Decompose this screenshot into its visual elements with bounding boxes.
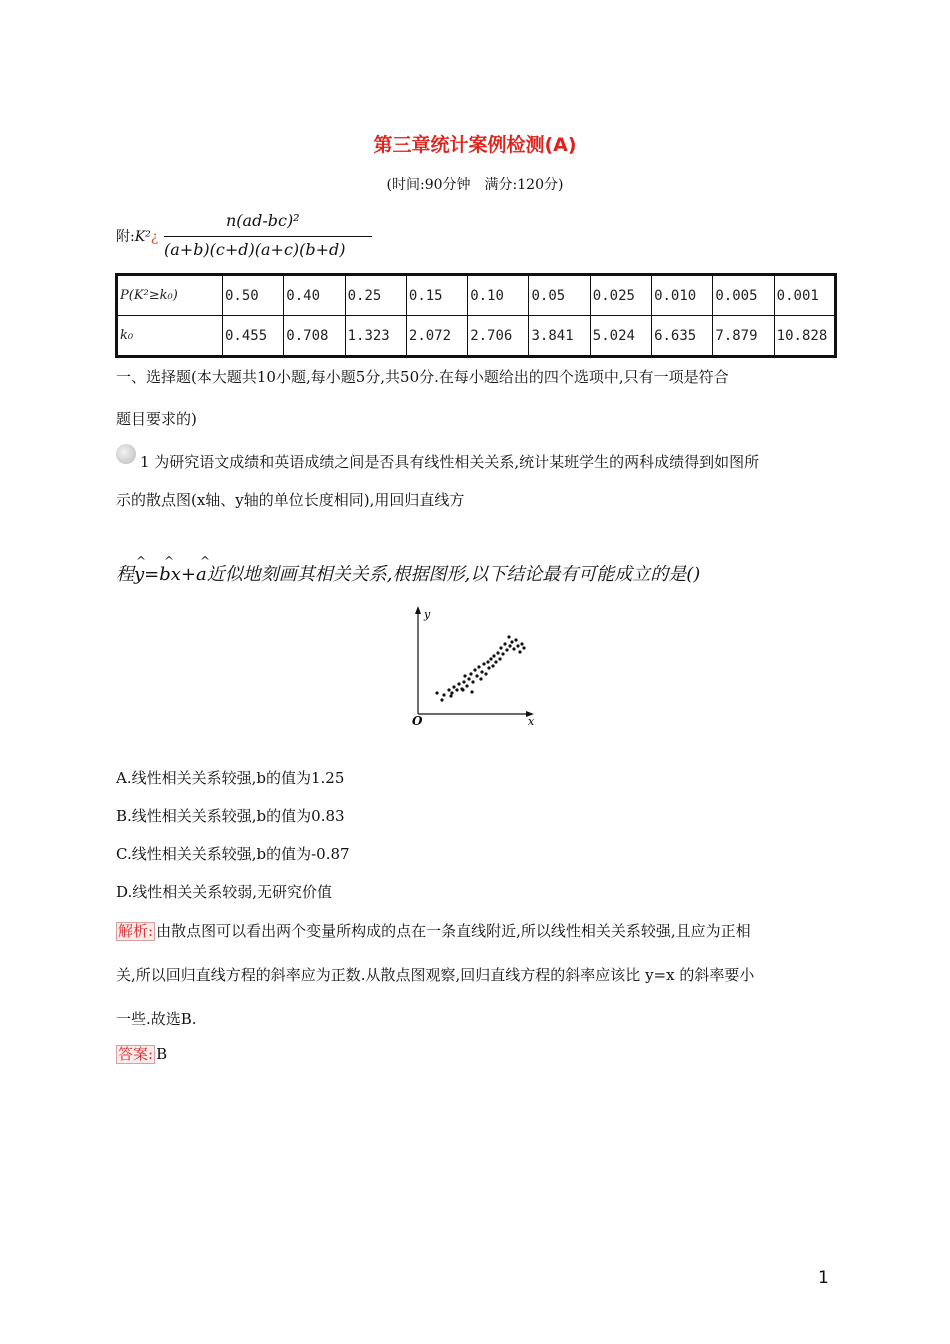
section-heading: 一、选择题(本大题共10小题,每小题5分,共50分.在每小题给出的四个选项中,只有一项是符合 [116, 368, 729, 386]
scatter-point [484, 672, 487, 675]
scatter-point [455, 688, 458, 691]
scatter-point [450, 691, 453, 694]
question-marker-icon [116, 444, 136, 464]
scatter-point [482, 662, 485, 665]
table-cell: 0.05 [529, 275, 590, 316]
hat-icon: ^ [136, 554, 147, 568]
scatter-point [477, 665, 480, 668]
scatter-point [487, 666, 490, 669]
scatter-point [520, 642, 523, 645]
scatter-point [479, 677, 482, 680]
scatter-point [514, 638, 517, 641]
scatter-point [496, 651, 499, 654]
scatter-point [510, 640, 513, 643]
analysis-tag: 解析: [118, 922, 154, 940]
exam-info: (时间:90分钟 满分:120分) [386, 177, 564, 193]
table-cell: 0.15 [406, 275, 467, 316]
scatter-point [465, 684, 468, 687]
table-cell: 0.001 [774, 275, 835, 316]
row-header-p: P(K²≥k₀) [117, 275, 223, 316]
fraction-bar [164, 236, 372, 237]
table-cell: 0.40 [284, 275, 345, 316]
formula-prefix-label: 附: [116, 229, 135, 245]
scatter-point [494, 660, 497, 663]
scatter-point [486, 660, 489, 663]
table-cell: 3.841 [529, 316, 590, 357]
answer-line [116, 1045, 167, 1064]
scatter-points [435, 635, 525, 701]
table-cell: 0.25 [345, 275, 406, 316]
scatter-point [499, 646, 502, 649]
table-cell: 0.005 [713, 275, 774, 316]
y-axis-label: y [424, 608, 431, 621]
analysis-text: 由散点图可以看出两个变量所构成的点在一条直线附近,所以线性相关关系较强,且应为正相 [156, 922, 751, 940]
option-a: A.线性相关关系较强,b的值为1.25 [116, 769, 345, 787]
table-cell: 2.072 [406, 316, 467, 357]
scatter-point [522, 646, 525, 649]
eq-formula: y=bx+a [134, 564, 207, 585]
x-axis-label: x [528, 715, 535, 728]
table-row-k [117, 316, 836, 357]
scatter-point [469, 672, 472, 675]
scatter-point [440, 698, 443, 701]
page-number: 1 [818, 1268, 829, 1288]
question-text: 1 为研究语文成绩和英语成绩之间是否具有线性相关关系,统计某班学生的两科成绩得到如图所 [140, 453, 760, 471]
scatter-point [518, 650, 521, 653]
formula-prefix [116, 226, 158, 246]
k-squared-symbol: K² [134, 229, 151, 245]
scatter-point [489, 657, 492, 660]
scatter-point [501, 652, 504, 655]
question-text-cont: 示的散点图(x轴、y轴的单位长度相同),用回归直线方 [116, 491, 465, 509]
scatter-point [491, 664, 494, 667]
page-title: 第三章统计案例检测(A) [373, 134, 577, 156]
scatter-point [447, 688, 450, 691]
scatter-point [435, 691, 438, 694]
hat-icon: ^ [164, 554, 175, 568]
table-cell: 0.50 [223, 275, 284, 316]
section-heading-cont: 题目要求的) [116, 410, 197, 428]
table-cell: 6.635 [652, 316, 713, 357]
scatter-point [470, 690, 473, 693]
analysis-line-3: 一些.故选B. [116, 1010, 197, 1028]
scatter-point [503, 642, 506, 645]
answer-value: B [156, 1045, 168, 1063]
formula-numerator: n(ad-bc)² [226, 211, 300, 230]
scatter-point [467, 677, 470, 680]
garbled-char: ¿ [150, 229, 159, 245]
scatter-point [492, 654, 495, 657]
eq-prefix: 程 [116, 564, 134, 585]
option-c: C.线性相关关系较强,b的值为-0.87 [116, 845, 350, 863]
critical-value-table [115, 273, 837, 358]
scatter-point [498, 657, 501, 660]
scatter-point [462, 680, 465, 683]
option-d: D.线性相关关系较弱,无研究价值 [116, 883, 333, 901]
scatter-point [505, 648, 508, 651]
row-header-k: k₀ [117, 316, 223, 357]
table-cell: 10.828 [774, 316, 835, 357]
question-equation-line [116, 554, 701, 586]
table-cell: 0.455 [223, 316, 284, 357]
hat-icon: ^ [200, 554, 211, 568]
scatter-point [471, 680, 474, 683]
table-cell: 0.708 [284, 316, 345, 357]
scatter-point [512, 647, 515, 650]
scatter-point [480, 670, 483, 673]
scatter-point [463, 674, 466, 677]
origin-label: O [412, 714, 423, 728]
scatter-point [473, 668, 476, 671]
scatter-point [442, 693, 445, 696]
table-cell: 0.025 [590, 275, 651, 316]
option-b: B.线性相关关系较强,b的值为0.83 [116, 807, 345, 825]
analysis-line-2: 关,所以回归直线方程的斜率应为正数.从散点图观察,回归直线方程的斜率应该比 y=x 的斜率要小 [116, 966, 755, 984]
table-cell: 5.024 [590, 316, 651, 357]
scatter-point [461, 688, 464, 691]
analysis-line [116, 920, 751, 941]
y-axis-arrow-icon [415, 606, 421, 614]
regression-equation [134, 554, 211, 585]
answer-tag: 答案: [118, 1045, 154, 1063]
scatter-point [507, 635, 510, 638]
table-cell: 2.706 [468, 316, 529, 357]
table-cell: 1.323 [345, 316, 406, 357]
table-cell: 0.010 [652, 275, 713, 316]
table-cell: 0.10 [468, 275, 529, 316]
scatter-point [475, 674, 478, 677]
scatter-point [508, 644, 511, 647]
scatter-plot [404, 604, 544, 728]
scatter-point [516, 644, 519, 647]
scatter-point [449, 694, 452, 697]
eq-suffix: 近似地刻画其相关关系,根据图形,以下结论最有可能成立的是() [206, 564, 701, 585]
scatter-point [452, 685, 455, 688]
table-cell: 7.879 [713, 316, 774, 357]
scatter-point [457, 682, 460, 685]
formula-denominator: (a+b)(c+d)(a+c)(b+d) [164, 240, 346, 259]
table-row-p [117, 275, 836, 316]
